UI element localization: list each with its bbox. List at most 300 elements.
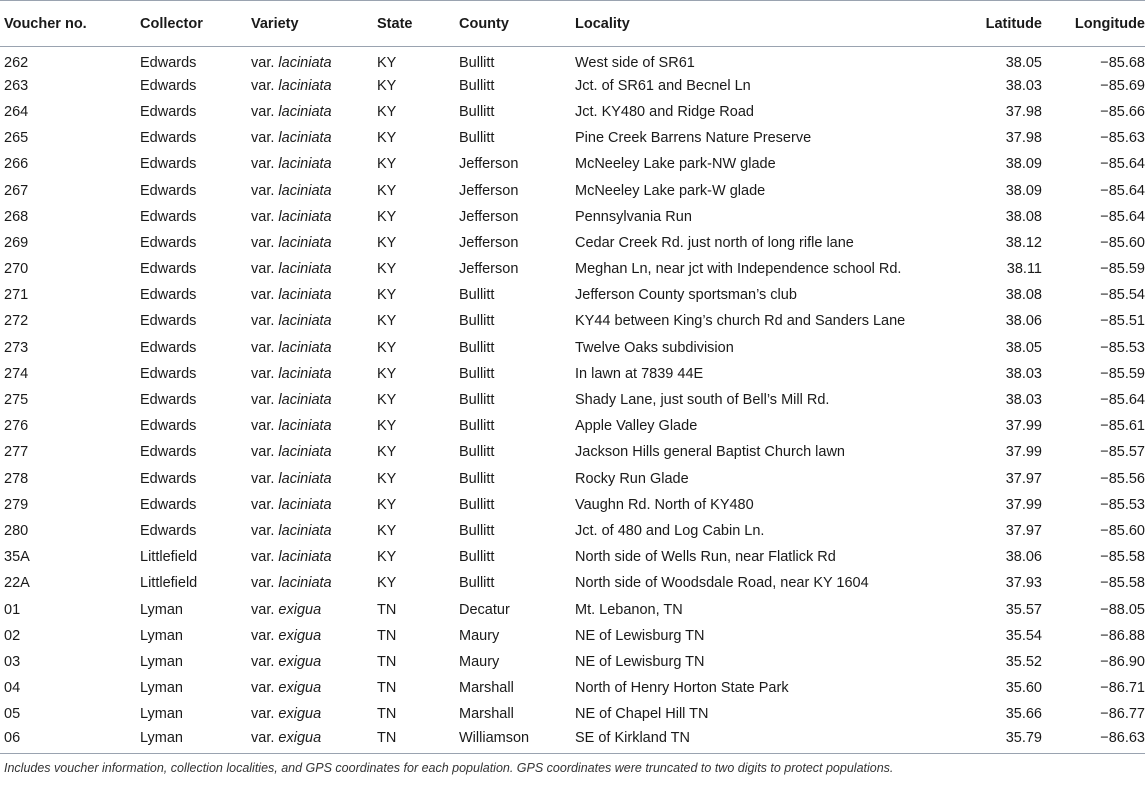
variety-name: laciniata: [278, 130, 332, 147]
cell-county: Bullitt: [459, 313, 495, 330]
cell-locality: Rocky Run Glade: [575, 470, 689, 487]
cell-collector: Edwards: [140, 418, 197, 435]
cell-county: Bullitt: [459, 549, 495, 566]
cell-locality: NE of Lewisburg TN: [575, 627, 705, 644]
variety-name: laciniata: [278, 287, 332, 304]
cell-longitude: −85.53: [1100, 339, 1145, 356]
cell-collector: Lyman: [140, 680, 183, 697]
table-row: [0, 570, 1145, 596]
variety-prefix: var.: [251, 103, 275, 120]
cell-latitude: 37.99: [1005, 496, 1042, 513]
cell-state: KY: [377, 287, 397, 304]
variety-name: laciniata: [278, 339, 332, 356]
table-body: [0, 47, 1145, 754]
variety-name: laciniata: [278, 496, 332, 513]
cell-longitude: −85.64: [1100, 182, 1145, 199]
cell-latitude: 37.99: [1005, 444, 1042, 461]
cell-collector: Edwards: [140, 313, 197, 330]
variety-name: laciniata: [278, 156, 332, 173]
variety-name: laciniata: [278, 182, 332, 199]
variety-prefix: var.: [251, 339, 275, 356]
variety-prefix: var.: [251, 496, 275, 513]
cell-longitude: −85.66: [1100, 103, 1145, 120]
cell-voucher: 271: [4, 287, 29, 304]
cell-variety: [251, 492, 377, 518]
cell-collector: Edwards: [140, 470, 197, 487]
cell-county: Marshall: [459, 680, 514, 697]
cell-county: Bullitt: [459, 365, 495, 382]
cell-collector: Edwards: [140, 261, 197, 278]
cell-variety: [251, 256, 377, 282]
cell-state: KY: [377, 392, 397, 409]
cell-voucher: 272: [4, 313, 29, 330]
cell-county: Williamson: [459, 727, 575, 753]
cell-longitude: −85.60: [1100, 234, 1145, 251]
variety-prefix: var.: [251, 706, 275, 723]
cell-state: TN: [377, 653, 397, 670]
cell-county: Marshall: [459, 706, 514, 723]
cell-collector: Edwards: [140, 496, 197, 513]
cell-county: Decatur: [459, 601, 510, 618]
table-row: [0, 47, 1145, 73]
header-collector: Collector: [140, 1, 251, 47]
table-row: [0, 492, 1145, 518]
cell-voucher: 269: [4, 234, 29, 251]
cell-longitude: −85.60: [1100, 522, 1145, 539]
variety-name: exigua: [278, 653, 322, 670]
cell-state: KY: [377, 339, 397, 356]
cell-latitude: 35.57: [1005, 601, 1042, 618]
cell-collector: Littlefield: [140, 575, 198, 592]
cell-latitude: 38.08: [1005, 287, 1042, 304]
cell-locality: Pennsylvania Run: [575, 208, 692, 225]
cell-voucher: 268: [4, 208, 29, 225]
cell-longitude: −88.05: [1100, 601, 1145, 618]
cell-latitude: 35.79: [950, 727, 1042, 753]
variety-name: laciniata: [278, 522, 332, 539]
cell-locality: KY44 between King’s church Rd and Sanders Lane: [575, 313, 906, 330]
cell-locality: North side of Wells Run, near Flatlick Rd: [575, 549, 836, 566]
cell-variety: [251, 282, 377, 308]
variety-prefix: var.: [251, 601, 275, 618]
variety-name: laciniata: [278, 261, 332, 278]
cell-longitude: −85.63: [1100, 130, 1145, 147]
cell-variety: [251, 308, 377, 334]
table-row: [0, 727, 1145, 753]
cell-latitude: 38.03: [1005, 77, 1042, 94]
cell-longitude: −85.53: [1100, 496, 1145, 513]
cell-voucher: 265: [4, 130, 29, 147]
cell-latitude: 37.93: [1005, 575, 1042, 592]
cell-county: Jefferson: [459, 234, 519, 251]
variety-name: laciniata: [278, 77, 332, 94]
variety-prefix: var.: [251, 261, 275, 278]
cell-variety: [251, 675, 377, 701]
cell-longitude: −86.88: [1100, 627, 1145, 644]
cell-longitude: −85.59: [1100, 365, 1145, 382]
cell-voucher: 22A: [4, 575, 30, 592]
cell-county: Jefferson: [459, 182, 519, 199]
table-row: [0, 99, 1145, 125]
cell-county: Bullitt: [459, 392, 495, 409]
variety-name: exigua: [278, 601, 322, 618]
cell-collector: Edwards: [140, 287, 197, 304]
cell-locality: Jct. of SR61 and Becnel Ln: [575, 77, 751, 94]
cell-variety: [251, 596, 377, 622]
cell-latitude: 38.06: [1005, 313, 1042, 330]
variety-name: laciniata: [278, 470, 332, 487]
cell-variety: [251, 387, 377, 413]
variety-name: laciniata: [278, 365, 332, 382]
cell-latitude: 37.98: [1005, 103, 1042, 120]
cell-state: KY: [377, 130, 397, 147]
cell-latitude: 38.08: [1005, 208, 1042, 225]
cell-collector: Littlefield: [140, 549, 198, 566]
table-row: [0, 282, 1145, 308]
header-locality: Locality: [575, 1, 950, 47]
variety-name: exigua: [278, 627, 322, 644]
cell-county: Bullitt: [459, 575, 495, 592]
variety-prefix: var.: [251, 418, 275, 435]
cell-longitude: −86.90: [1100, 653, 1145, 670]
cell-locality: Jct. KY480 and Ridge Road: [575, 103, 754, 120]
cell-longitude: −86.71: [1100, 680, 1145, 697]
cell-variety: [251, 466, 377, 492]
cell-collector: Edwards: [140, 392, 197, 409]
cell-variety: [251, 570, 377, 596]
table-row: [0, 544, 1145, 570]
cell-locality: Pine Creek Barrens Nature Preserve: [575, 130, 812, 147]
cell-variety: [251, 230, 377, 256]
cell-state: KY: [377, 365, 397, 382]
cell-longitude: −85.64: [1100, 156, 1145, 173]
cell-voucher: 262: [4, 54, 29, 71]
cell-collector: Edwards: [140, 130, 197, 147]
cell-county: Bullitt: [459, 77, 495, 94]
cell-state: TN: [377, 727, 459, 753]
cell-voucher: 263: [4, 77, 29, 94]
table-row: [0, 177, 1145, 203]
cell-state: KY: [377, 54, 397, 71]
variety-name: laciniata: [278, 575, 332, 592]
cell-state: KY: [377, 103, 397, 120]
variety-prefix: var.: [251, 208, 275, 225]
cell-latitude: 35.60: [1005, 680, 1042, 697]
variety-prefix: var.: [251, 156, 275, 173]
cell-collector: Lyman: [140, 627, 183, 644]
cell-variety: [251, 99, 377, 125]
header-longitude: Longitude: [1042, 1, 1145, 47]
cell-longitude: −85.58: [1100, 575, 1145, 592]
cell-latitude: 38.05: [1005, 54, 1042, 71]
cell-voucher: 06: [0, 727, 140, 753]
cell-state: KY: [377, 444, 397, 461]
variety-prefix: var.: [251, 575, 275, 592]
cell-locality: Meghan Ln, near jct with Independence school Rd.: [575, 261, 902, 278]
variety-prefix: var.: [251, 54, 275, 71]
table-row: [0, 596, 1145, 622]
cell-longitude: −85.54: [1100, 287, 1145, 304]
cell-locality: Jct. of 480 and Log Cabin Ln.: [575, 522, 765, 539]
cell-state: KY: [377, 156, 397, 173]
cell-locality: Cedar Creek Rd. just north of long rifle lane: [575, 234, 854, 251]
cell-state: KY: [377, 234, 397, 251]
variety-prefix: var.: [251, 470, 275, 487]
cell-latitude: 35.54: [1005, 627, 1042, 644]
cell-state: KY: [377, 182, 397, 199]
cell-longitude: −86.77: [1100, 706, 1145, 723]
cell-voucher: 279: [4, 496, 29, 513]
cell-variety: [251, 649, 377, 675]
cell-state: TN: [377, 627, 397, 644]
cell-county: Bullitt: [459, 287, 495, 304]
cell-latitude: 38.03: [1005, 365, 1042, 382]
cell-longitude: −86.63: [1042, 727, 1145, 753]
cell-variety: [251, 727, 377, 753]
cell-longitude: −85.64: [1100, 392, 1145, 409]
variety-prefix: var.: [251, 130, 275, 147]
cell-locality: SE of Kirkland TN: [575, 727, 950, 753]
cell-locality: NE of Chapel Hill TN: [575, 706, 709, 723]
cell-state: KY: [377, 313, 397, 330]
table-row: [0, 649, 1145, 675]
cell-variety: [251, 125, 377, 151]
cell-longitude: −85.57: [1100, 444, 1145, 461]
cell-locality: Vaughn Rd. North of KY480: [575, 496, 754, 513]
cell-variety: [251, 47, 377, 73]
cell-voucher: 274: [4, 365, 29, 382]
variety-prefix: var.: [251, 287, 275, 304]
cell-voucher: 277: [4, 444, 29, 461]
cell-county: Bullitt: [459, 418, 495, 435]
variety-prefix: var.: [251, 522, 275, 539]
cell-latitude: 37.99: [1005, 418, 1042, 435]
cell-county: Bullitt: [459, 103, 495, 120]
cell-voucher: 280: [4, 522, 29, 539]
cell-state: TN: [377, 706, 397, 723]
cell-collector: Edwards: [140, 54, 197, 71]
cell-longitude: −85.64: [1100, 208, 1145, 225]
cell-county: Bullitt: [459, 522, 495, 539]
cell-collector: Edwards: [140, 182, 197, 199]
cell-locality: McNeeley Lake park-NW glade: [575, 156, 776, 173]
table-header: [0, 1, 1145, 47]
cell-variety: [251, 701, 377, 727]
cell-voucher: 35A: [4, 549, 30, 566]
cell-voucher: 276: [4, 418, 29, 435]
cell-latitude: 37.98: [1005, 130, 1042, 147]
cell-variety: [251, 623, 377, 649]
header-county: County: [459, 1, 575, 47]
cell-collector: Edwards: [140, 156, 197, 173]
variety-prefix: var.: [251, 313, 275, 330]
table-row: [0, 204, 1145, 230]
cell-voucher: 01: [4, 601, 21, 618]
cell-locality: In lawn at 7839 44E: [575, 365, 704, 382]
cell-voucher: 273: [4, 339, 29, 356]
variety-name: laciniata: [278, 234, 332, 251]
table-row: [0, 361, 1145, 387]
cell-county: Bullitt: [459, 130, 495, 147]
cell-state: KY: [377, 522, 397, 539]
table-row: [0, 413, 1145, 439]
cell-locality: West side of SR61: [575, 54, 695, 71]
variety-prefix: var.: [251, 549, 275, 566]
cell-state: KY: [377, 77, 397, 94]
header-state: State: [377, 1, 459, 47]
cell-county: Bullitt: [459, 444, 495, 461]
cell-variety: [251, 73, 377, 99]
cell-longitude: −85.68: [1100, 54, 1145, 71]
cell-locality: Mt. Lebanon, TN: [575, 601, 683, 618]
variety-prefix: var.: [251, 730, 275, 747]
cell-latitude: 35.66: [1005, 706, 1042, 723]
table-row: [0, 73, 1145, 99]
cell-voucher: 270: [4, 261, 29, 278]
table-row: [0, 623, 1145, 649]
cell-county: Bullitt: [459, 470, 495, 487]
variety-prefix: var.: [251, 77, 275, 94]
cell-collector: Lyman: [140, 727, 251, 753]
cell-latitude: 37.97: [1005, 522, 1042, 539]
variety-prefix: var.: [251, 365, 275, 382]
cell-voucher: 03: [4, 653, 21, 670]
cell-state: KY: [377, 549, 397, 566]
cell-state: KY: [377, 208, 397, 225]
cell-county: Jefferson: [459, 261, 519, 278]
cell-state: KY: [377, 575, 397, 592]
cell-voucher: 264: [4, 103, 29, 120]
cell-locality: Jackson Hills general Baptist Church lawn: [575, 444, 845, 461]
table-row: [0, 439, 1145, 465]
cell-latitude: 38.09: [1005, 156, 1042, 173]
cell-variety: [251, 544, 377, 570]
cell-longitude: −85.56: [1100, 470, 1145, 487]
variety-name: laciniata: [278, 549, 332, 566]
cell-voucher: 04: [4, 680, 21, 697]
variety-name: exigua: [278, 706, 322, 723]
cell-longitude: −85.69: [1100, 77, 1145, 94]
cell-state: TN: [377, 680, 397, 697]
variety-name: laciniata: [278, 313, 332, 330]
cell-collector: Edwards: [140, 234, 197, 251]
variety-name: laciniata: [278, 54, 332, 71]
cell-latitude: 38.12: [1005, 234, 1042, 251]
cell-locality: North of Henry Horton State Park: [575, 680, 789, 697]
table-row: [0, 387, 1145, 413]
cell-collector: Edwards: [140, 444, 197, 461]
variety-prefix: var.: [251, 627, 275, 644]
variety-prefix: var.: [251, 234, 275, 251]
cell-collector: Edwards: [140, 522, 197, 539]
cell-state: KY: [377, 496, 397, 513]
variety-name: laciniata: [278, 444, 332, 461]
table-row: [0, 308, 1145, 334]
cell-collector: Edwards: [140, 103, 197, 120]
cell-collector: Lyman: [140, 601, 183, 618]
variety-name: exigua: [278, 680, 322, 697]
variety-name: laciniata: [278, 103, 332, 120]
variety-name: laciniata: [278, 418, 332, 435]
variety-prefix: var.: [251, 444, 275, 461]
cell-latitude: 38.05: [1005, 339, 1042, 356]
cell-collector: Edwards: [140, 208, 197, 225]
header-voucher: Voucher no.: [0, 1, 140, 47]
cell-county: Bullitt: [459, 496, 495, 513]
cell-longitude: −85.51: [1100, 313, 1145, 330]
table-row: [0, 466, 1145, 492]
cell-longitude: −85.59: [1100, 261, 1145, 278]
cell-voucher: 02: [4, 627, 21, 644]
cell-variety: [251, 518, 377, 544]
cell-longitude: −85.61: [1100, 418, 1145, 435]
variety-prefix: var.: [251, 392, 275, 409]
cell-county: Bullitt: [459, 339, 495, 356]
cell-state: KY: [377, 470, 397, 487]
cell-state: KY: [377, 261, 397, 278]
cell-variety: [251, 439, 377, 465]
variety-name: exigua: [278, 730, 322, 747]
cell-locality: North side of Woodsdale Road, near KY 1604: [575, 575, 869, 592]
cell-variety: [251, 177, 377, 203]
cell-voucher: 266: [4, 156, 29, 173]
cell-latitude: 38.11: [1006, 261, 1042, 278]
cell-latitude: 38.06: [1005, 549, 1042, 566]
variety-prefix: var.: [251, 680, 275, 697]
table-row: [0, 125, 1145, 151]
cell-latitude: 38.03: [1005, 392, 1042, 409]
cell-collector: Edwards: [140, 339, 197, 356]
header-variety: Variety: [251, 1, 377, 47]
cell-locality: NE of Lewisburg TN: [575, 653, 705, 670]
variety-name: laciniata: [278, 392, 332, 409]
cell-latitude: 35.52: [1005, 653, 1042, 670]
cell-variety: [251, 335, 377, 361]
variety-prefix: var.: [251, 182, 275, 199]
table-footnote: Includes voucher information, collection localities, and GPS coordinates for each population. GPS coordinates were truncated to two digits to protect populations.: [4, 761, 894, 776]
cell-county: Bullitt: [459, 54, 495, 71]
table-row: [0, 518, 1145, 544]
cell-latitude: 38.09: [1005, 182, 1042, 199]
cell-variety: [251, 413, 377, 439]
cell-voucher: 05: [4, 706, 21, 723]
table-row: [0, 230, 1145, 256]
cell-locality: Jefferson County sportsman’s club: [575, 287, 797, 304]
cell-state: TN: [377, 601, 397, 618]
cell-collector: Lyman: [140, 706, 183, 723]
table-row: [0, 701, 1145, 727]
cell-collector: Edwards: [140, 365, 197, 382]
cell-locality: Apple Valley Glade: [575, 418, 698, 435]
table-row: [0, 151, 1145, 177]
cell-collector: Lyman: [140, 653, 183, 670]
table-row: [0, 256, 1145, 282]
cell-locality: Shady Lane, just south of Bell’s Mill Rd.: [575, 392, 830, 409]
cell-county: Jefferson: [459, 156, 519, 173]
cell-variety: [251, 204, 377, 230]
header-latitude: Latitude: [950, 1, 1042, 47]
variety-name: laciniata: [278, 208, 332, 225]
cell-voucher: 275: [4, 392, 29, 409]
cell-state: KY: [377, 418, 397, 435]
cell-voucher: 267: [4, 182, 29, 199]
cell-county: Maury: [459, 627, 500, 644]
cell-latitude: 37.97: [1005, 470, 1042, 487]
cell-collector: Edwards: [140, 77, 197, 94]
cell-longitude: −85.58: [1100, 549, 1145, 566]
cell-locality: Twelve Oaks subdivision: [575, 339, 734, 356]
cell-county: Jefferson: [459, 208, 519, 225]
